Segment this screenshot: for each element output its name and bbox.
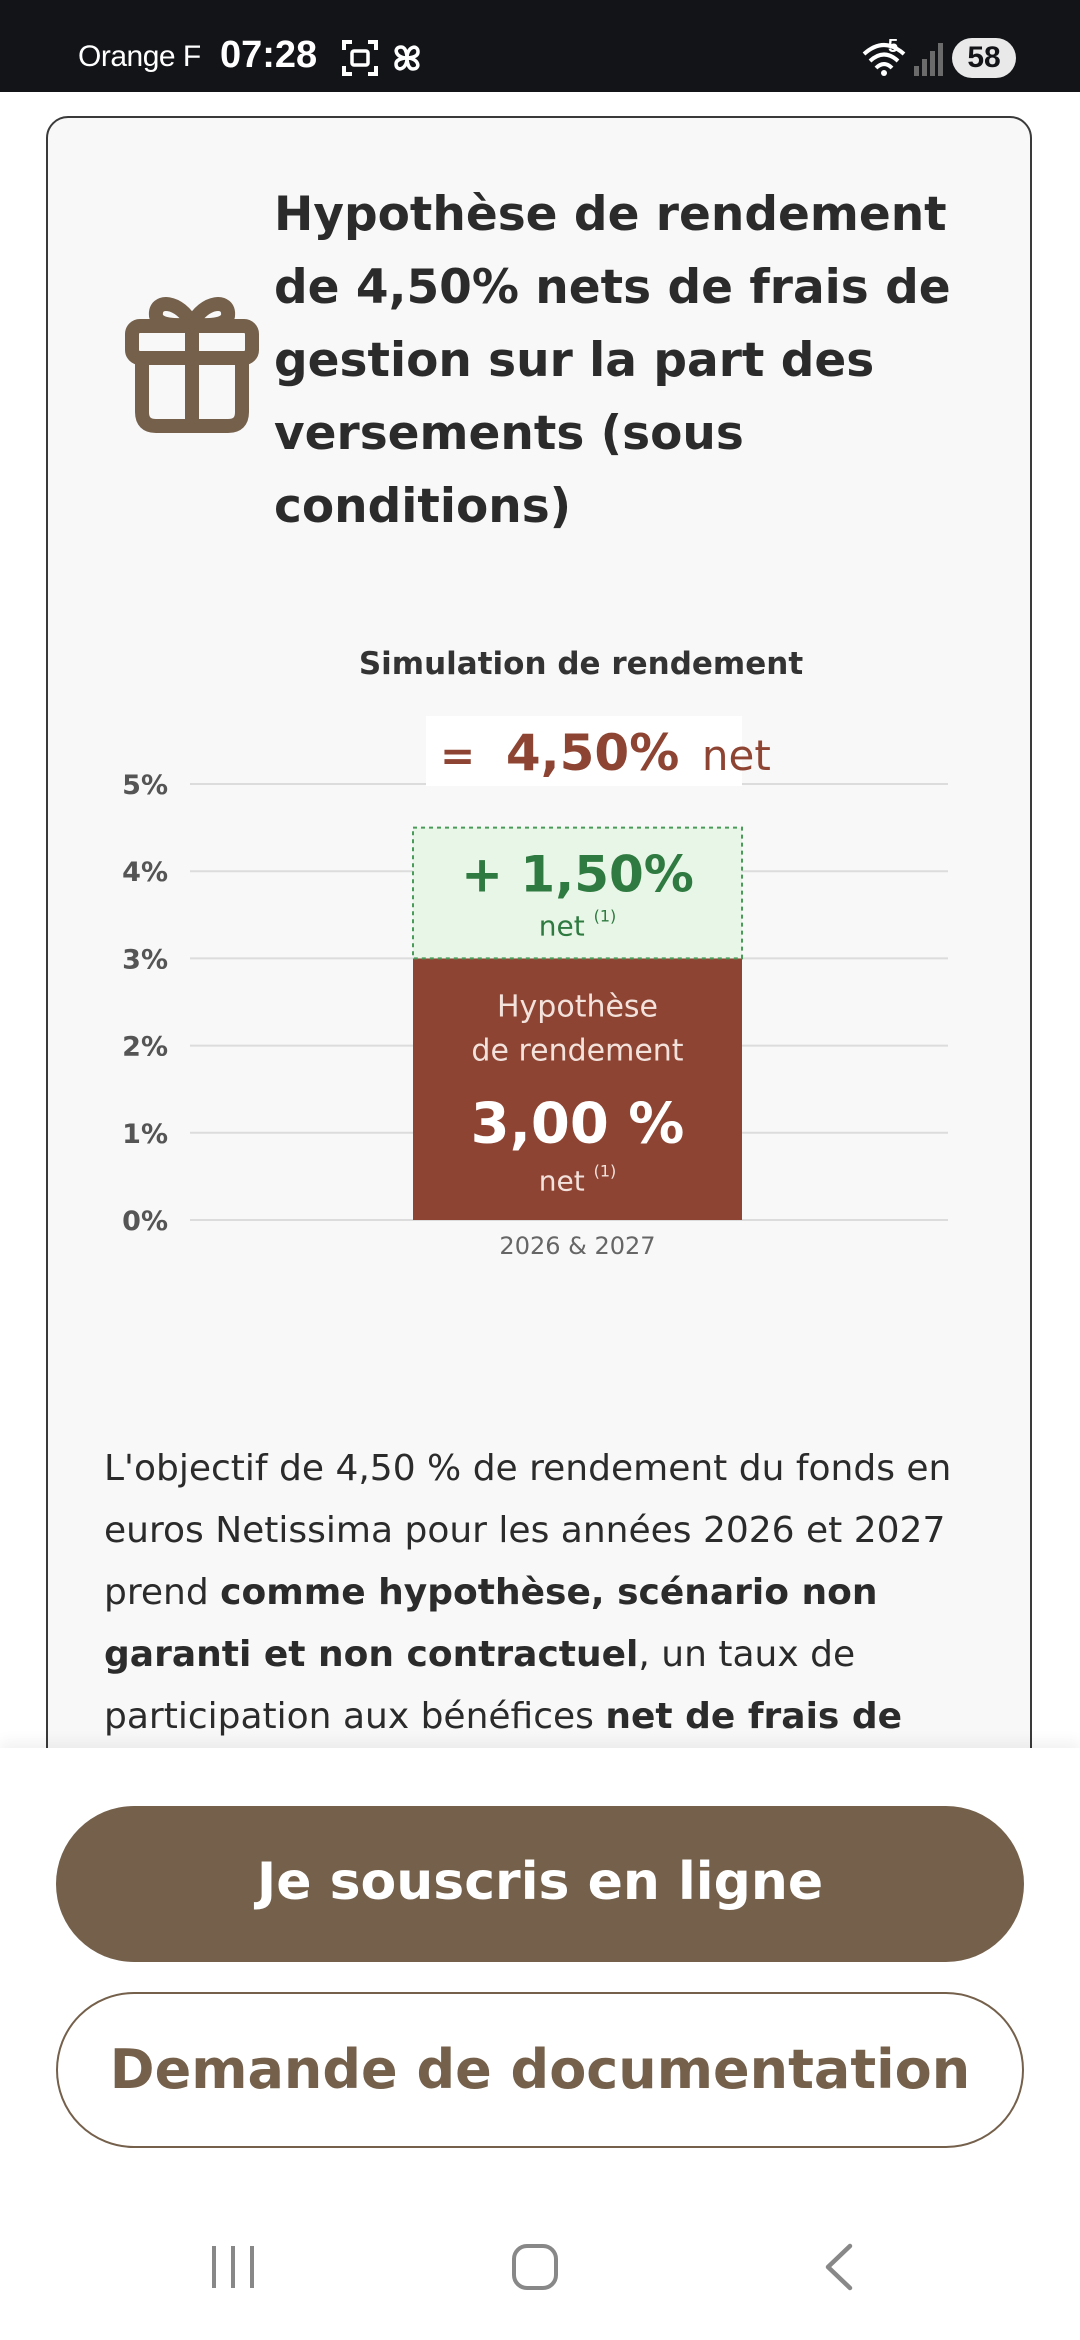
wifi-icon [860,38,908,78]
description-paragraph: L'objectif de 4,50 % de rendement du fonds en euros Netissima pour les années 2026 et 2027 prend comme hypothèse, scénario non garanti et non contractuel, un taux de participation aux bénéfices net de frais de [104,1448,952,1737]
y-tick-label-0: 0% [122,1206,168,1237]
category-label: 2026 & 2027 [499,1232,656,1260]
y-tick-label-3: 3% [122,944,168,976]
base-label-line2: de rendement [471,1033,684,1069]
base-label-line1: Hypothèse [496,989,659,1025]
base-value-label: 3,00 % [470,1091,685,1157]
y-tick-label-1: 1% [122,1118,168,1150]
screenshot-icon [340,38,380,78]
subscribe-online-button[interactable]: Je souscris en ligne [56,1806,1024,1962]
bonus-unit-label: net $^{(1)}$ [538,906,617,943]
chart-total-prefix: = [440,731,476,780]
back-icon[interactable] [820,2240,860,2294]
base-unit-label: net $^{(1)}$ [538,1161,617,1198]
battery-indicator: 58 [952,38,1016,78]
status-bar [0,0,1080,92]
y-tick-label-2: 2% [122,1031,168,1063]
y-tick-label-4: 4% [122,857,168,889]
yield-simulation-chart [48,118,1032,1418]
svg-text:= 4,50% net [440,724,771,782]
request-documentation-button[interactable]: Demande de documentation [56,1992,1024,2148]
home-icon[interactable] [510,2240,560,2294]
y-tick-label-5: 5% [122,770,168,801]
signal-icon [912,38,946,78]
clock: 07:28 [220,34,318,76]
chart-total-value: 4,50% [505,724,680,782]
pinwheel-icon [386,38,428,78]
recent-apps-icon[interactable] [208,2240,258,2294]
bonus-value-label: + 1,50% [461,845,694,904]
chart-y-axis [122,770,168,1237]
network-badge: 5 [888,36,899,56]
carrier-name: Orange F [78,40,201,73]
chart-total-suffix: net [701,731,771,780]
offer-card [46,116,1032,1816]
card-title: Hypothèse de rendement de 4,50% nets de frais de gestion sur la part des versements (sous conditions) [274,187,951,534]
chart-title: Simulation de rendement [358,646,804,682]
